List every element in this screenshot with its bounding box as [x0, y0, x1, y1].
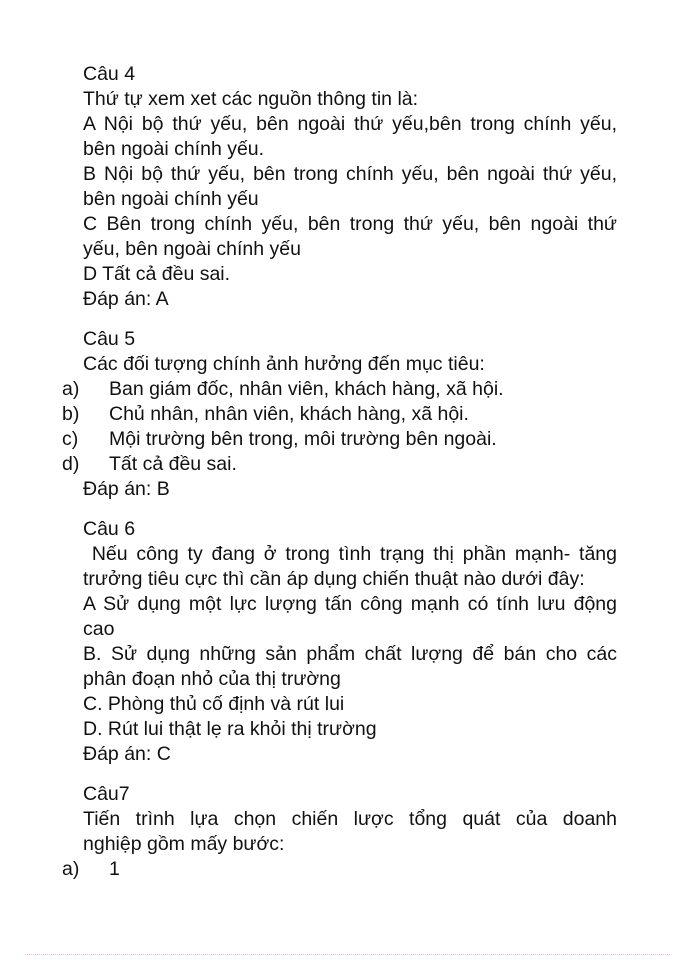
option-a	[62, 377, 504, 402]
option-c	[62, 427, 497, 452]
list-marker: a)	[62, 858, 80, 880]
option-c-line-1: C Bên trong chính yếu, bên trong thứ yếu, bên ngoài thứ	[83, 213, 617, 235]
option-a	[62, 857, 120, 882]
option-text: Tất cả đều sai.	[109, 453, 237, 475]
list-marker: d)	[62, 453, 80, 475]
answer: Đáp án: B	[83, 478, 170, 500]
option-text: 1	[109, 858, 120, 880]
option-c-line-2: yếu, bên ngoài chính yếu	[83, 238, 301, 260]
question-title: Câu 6	[83, 518, 136, 540]
option-a-line-1: A Nội bộ thứ yếu, bên ngoài thứ yếu,bên trong chính yếu,	[83, 113, 617, 135]
option-a-line-1: A Sử dụng một lực lượng tấn công mạnh có tính lưu động	[83, 593, 617, 615]
question-title: Câu7	[83, 783, 130, 805]
option-d: D. Rút lui thật lẹ ra khỏi thị trường	[83, 718, 377, 740]
option-b-line-2: phân đoạn nhỏ của thị trường	[83, 668, 341, 690]
page-break-divider	[25, 954, 670, 955]
question-title: Câu 5	[83, 328, 136, 350]
option-text: Ban giám đốc, nhân viên, khách hàng, xã hội.	[109, 378, 504, 400]
question-title: Câu 4	[83, 63, 136, 85]
option-text: Chủ nhân, nhân viên, khách hàng, xã hội.	[109, 403, 469, 425]
option-text: Mội trường bên trong, môi trường bên ngoài.	[109, 428, 497, 450]
question-prompt-line-1: Tiến trình lựa chọn chiến lược tổng quát của doanh	[83, 808, 617, 830]
option-a-line-2: cao	[83, 618, 115, 640]
option-b-line-2: bên ngoài chính yếu	[83, 188, 259, 210]
option-c: C. Phòng thủ cố định và rút lui	[83, 693, 345, 715]
option-b-line-1: B. Sử dụng những sản phẩm chất lượng để bán cho các	[83, 643, 617, 665]
question-prompt-line-1: Nếu công ty đang ở trong tình trạng thị phần mạnh- tăng	[83, 543, 617, 565]
list-marker: b)	[62, 403, 80, 425]
option-b-line-1: B Nội bộ thứ yếu, bên trong chính yếu, bên ngoài thứ yếu,	[83, 163, 617, 185]
option-d: D Tất cả đều sai.	[83, 263, 231, 285]
answer: Đáp án: A	[83, 288, 169, 310]
option-a-line-2: bên ngoài chính yếu.	[83, 138, 265, 160]
option-d	[62, 452, 237, 477]
answer: Đáp án: C	[83, 743, 171, 765]
question-prompt: Thứ tự xem xet các nguồn thông tin là:	[83, 88, 419, 110]
question-prompt: Các đối tượng chính ảnh hưởng đến mục tiêu:	[83, 353, 485, 375]
list-marker: a)	[62, 378, 80, 400]
list-marker: c)	[62, 428, 79, 450]
option-b	[62, 402, 469, 427]
question-prompt-line-2: nghiệp gồm mấy bước:	[83, 833, 285, 855]
question-prompt-line-2: trưởng tiêu cực thì cần áp dụng chiến thuật nào dưới đây:	[83, 568, 585, 590]
